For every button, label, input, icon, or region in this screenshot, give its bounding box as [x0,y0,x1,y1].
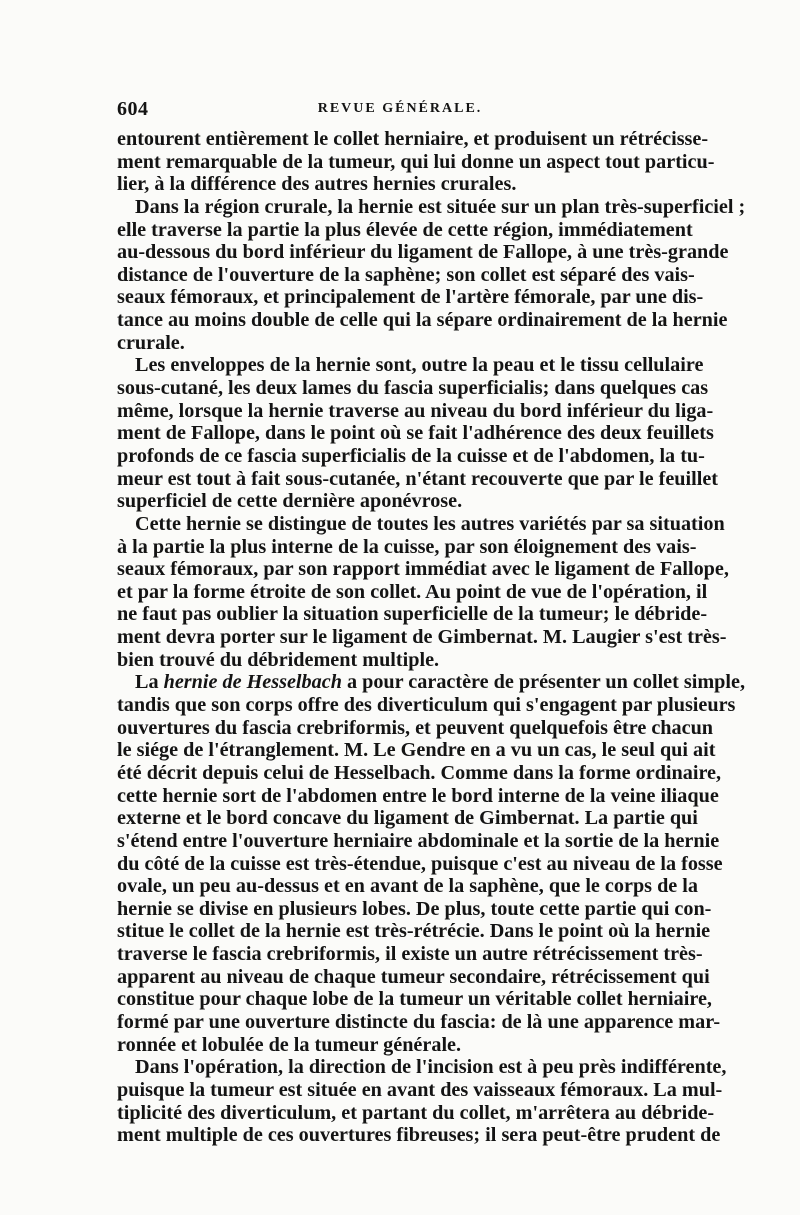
text-line: ronnée et lobulée de la tumeur générale. [117,1033,462,1056]
text-line: tiplicité des diverticulum, et partant du collet, m'arrêtera au débride- [117,1101,715,1124]
text-line: externe et le bord concave du ligament de Gimbernat. La partie qui [117,807,698,830]
text-line: et par la forme étroite de son collet. Au point de vue de l'opération, il [117,580,708,603]
text-line: ment multiple de ces ouvertures fibreuses; il sera peut-être prudent de [117,1124,721,1147]
text-line: seaux fémoraux, par son rapport immédiat avec le ligament de Fallope, [117,558,729,581]
text-line: constitue pour chaque lobe de la tumeur un véritable collet herniaire, [117,988,712,1011]
text-line: traverse le fascia crebriformis, il existe un autre rétrécissement très- [117,943,703,966]
text-line: tandis que son corps offre des diverticulum qui s'engagent par plusieurs [117,694,736,717]
text-line: ovale, un peu au-dessus et en avant de la saphène, que le corps de la [117,875,699,898]
article-word: La [135,671,159,694]
text-line: cette hernie sort de l'abdomen entre le bord interne de la veine iliaque [117,784,719,807]
text-line: à la partie la plus interne de la cuisse, par son éloignement des vais- [117,535,697,558]
text-line: ouvertures du fascia crebriformis, et peuvent quelquefois être chacun [117,716,714,739]
text-line: le siége de l'étranglement. M. Le Gendre en a vu un cas, le seul qui ait [117,739,716,762]
text-line: s'étend entre l'ouverture herniaire abdominale et la sortie de la hernie [117,829,720,852]
text-line: ment de Fallope, dans le point où se fait l'adhérence des deux feuillets [117,422,714,445]
text-line: crurale. [117,331,185,354]
text-line: sous-cutané, les deux lames du fascia superficialis; dans quelques cas [117,377,709,400]
italic-term: hernie de Hesselbach [163,671,342,694]
text-line: stitue le collet de la hernie est très-rétrécie. Dans le point où la hernie [117,920,711,943]
text-line: hernie se divise en plusieurs lobes. De plus, toute cette partie qui con- [117,897,712,920]
text-line: lier, à la différence des autres hernies crurales. [117,173,517,196]
text-line: tance au moins double de celle qui la sépare ordinairement de la hernie [117,309,728,332]
text-line: distance de l'ouverture de la saphène; son collet est séparé des vais- [117,263,695,286]
text-line: ment devra porter sur le ligament de Gimbernat. M. Laugier s'est très- [117,626,727,649]
text-line: puisque la tumeur est située en avant des vaisseaux fémoraux. La mul- [117,1078,723,1101]
line-remainder: a pour caractère de présenter un collet simple, [346,671,746,694]
text-line: seaux fémoraux, et principalement de l'artère fémorale, par une dis- [117,286,704,309]
text-line: même, lorsque la hernie traverse au niveau du bord inférieur du liga- [117,399,714,422]
paragraph-start-line [117,671,746,694]
text-line: ne faut pas oublier la situation superficielle de la tumeur; le débride- [117,603,708,626]
text-line: apparent au niveau de chaque tumeur secondaire, rétrécissement qui [117,965,710,988]
page-number: 604 [117,98,149,120]
paragraph-start-line: Dans l'opération, la direction de l'incision est à peu près indifférente, [135,1056,727,1079]
paragraph-start-line: Les enveloppes de la hernie sont, outre la peau et le tissu cellulaire [135,354,704,377]
paragraph-start-line: Cette hernie se distingue de toutes les autres variétés par sa situation [135,512,725,535]
text-line: meur est tout à fait sous-cutanée, n'étant recouverte que par le feuillet [117,467,719,490]
text-line: bien trouvé du débridement multiple. [117,648,440,671]
body-text [117,128,746,1147]
text-line: elle traverse la partie la plus élevée de cette région, immédiatement [117,218,693,241]
text-line: du côté de la cuisse est très-étendue, puisque c'est au niveau de la fosse [117,852,723,875]
paragraph-start-line: Dans la région crurale, la hernie est située sur un plan très-superficiel ; [135,195,746,218]
text-line: profonds de ce fascia superficialis de la cuisse et de l'abdomen, la tu- [117,444,705,467]
text-line: formé par une ouverture distincte du fascia: de là une apparence mar- [117,1010,721,1033]
text-line: au-dessous du bord inférieur du ligament de Fallope, à une très-grande [117,241,729,264]
page-header [117,98,683,122]
text-line: entourent entièrement le collet herniaire, et produisent un rétrécisse- [117,128,709,150]
text-line: été décrit depuis celui de Hesselbach. Comme dans la forme ordinaire, [117,761,722,784]
text-line: superficiel de cette dernière aponévrose. [117,490,463,513]
text-line: ment remarquable de la tumeur, qui lui donne un aspect tout particu- [117,150,715,173]
running-head: REVUE GÉNÉRALE. [317,101,483,116]
